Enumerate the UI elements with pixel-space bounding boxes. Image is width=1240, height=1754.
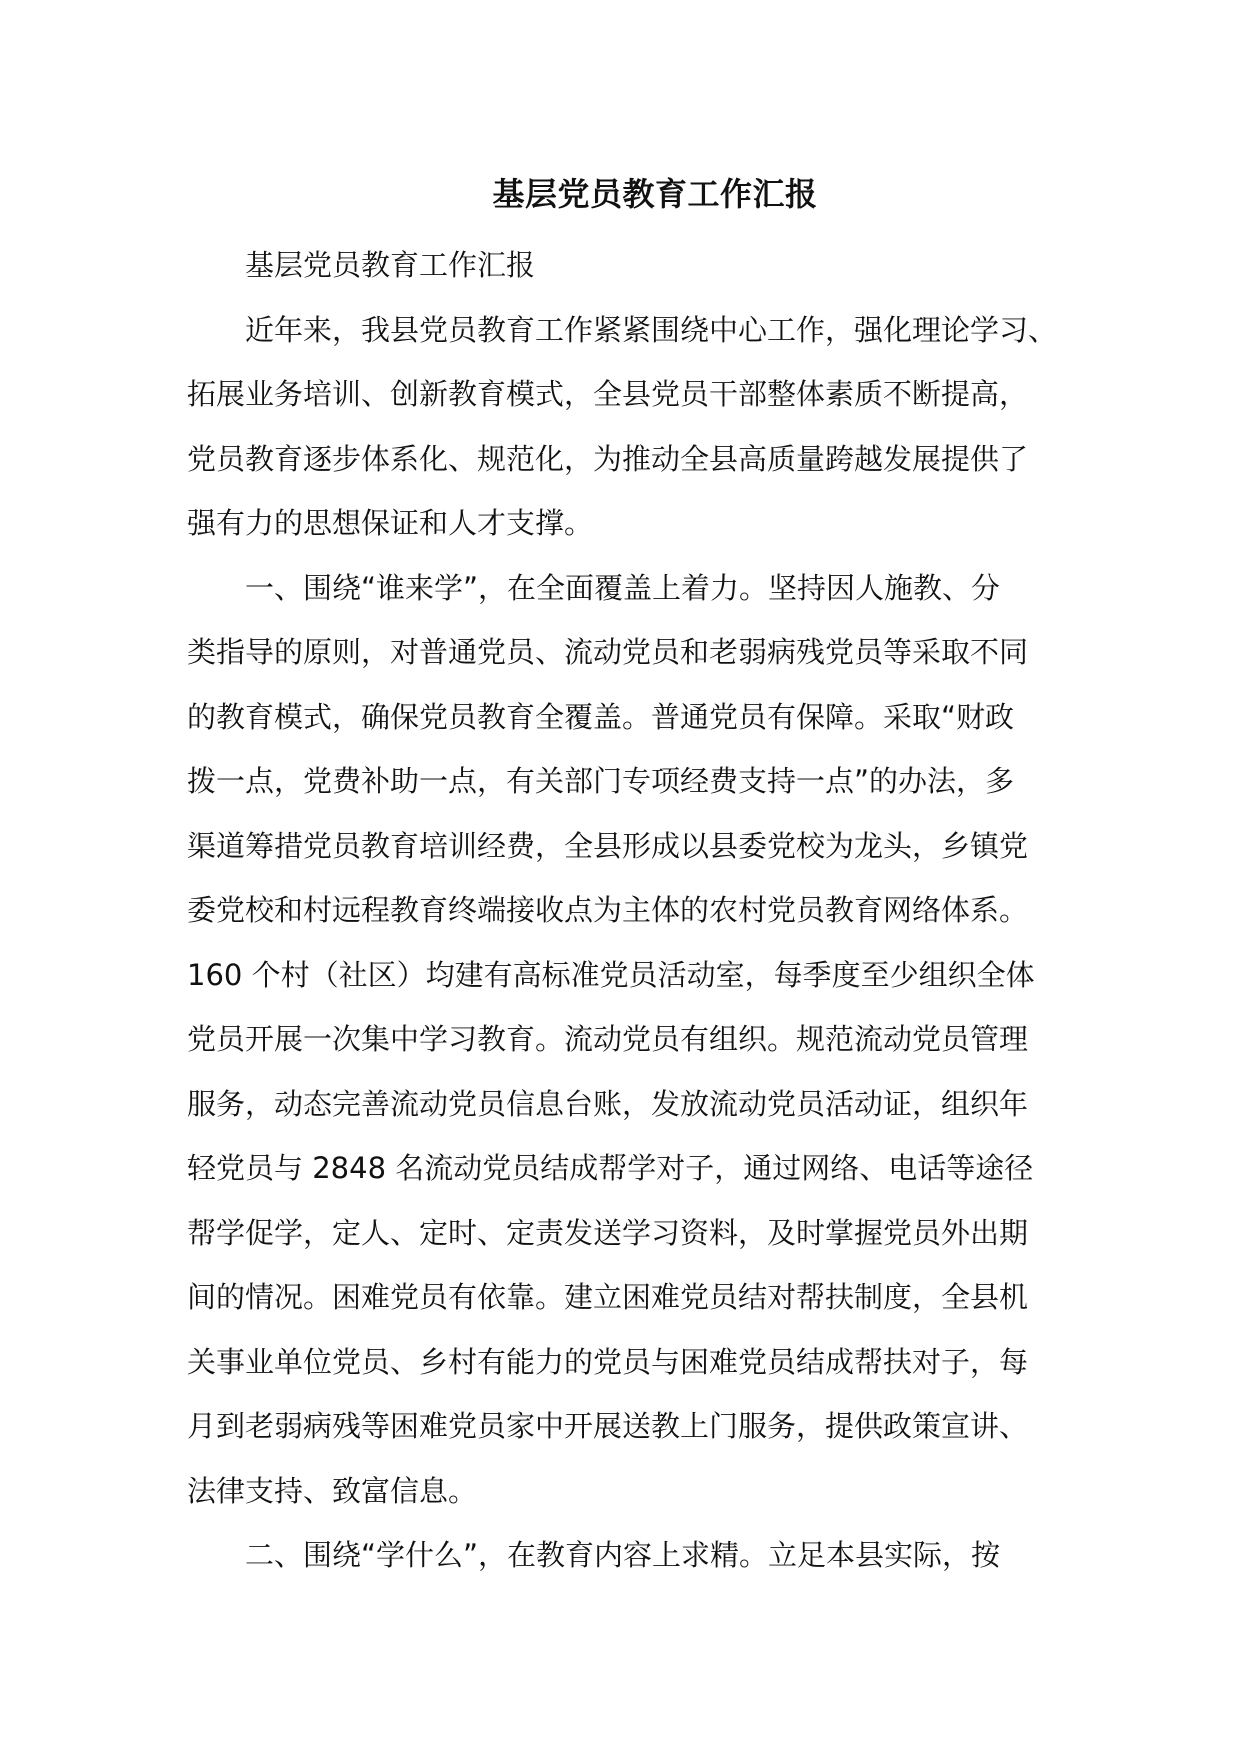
text-line: 委党校和村远程教育终端接收点为主体的农村党员教育网络体系。 bbox=[187, 893, 1029, 927]
text-line: 一、围绕“谁来学”，在全面覆盖上着力。坚持因人施教、分 bbox=[245, 570, 1001, 605]
text-line: 法律支持、致富信息。 bbox=[187, 1473, 478, 1508]
text-line: 月到老弱病残等困难党员家中开展送教上门服务，提供政策宣讲、 bbox=[187, 1409, 1029, 1443]
text-line: 二、围绕“学什么”，在教育内容上求精。立足本县实际，按 bbox=[245, 1538, 1001, 1572]
text-line: 强有力的思想保证和人才支撑。 bbox=[187, 506, 594, 540]
text-line: 党员开展一次集中学习教育。流动党员有组织。规范流动党员管理 bbox=[187, 1022, 1029, 1056]
text-line: 服务，动态完善流动党员信息台账，发放流动党员活动证，组织年 bbox=[187, 1086, 1029, 1121]
document-title: 基层党员教育工作汇报 bbox=[492, 175, 818, 213]
text-line: 间的情况。困难党员有依靠。建立困难党员结对帮扶制度，全县机 bbox=[187, 1280, 1029, 1314]
text-line: 关事业单位党员、乡村有能力的党员与困难党员结成帮扶对子，每 bbox=[187, 1344, 1029, 1379]
text-line: 160 个村（社区）均建有高标准党员活动室，每季度至少组织全体 bbox=[187, 957, 1035, 992]
text-line: 渠道筹措党员教育培训经费，全县形成以县委党校为龙头，乡镇党 bbox=[187, 828, 1029, 863]
text-line: 的教育模式，确保党员教育全覆盖。普通党员有保障。采取“财政 bbox=[187, 699, 1015, 734]
text-line: 拓展业务培训、创新教育模式，全县党员干部整体素质不断提高， bbox=[187, 377, 1029, 411]
document-body bbox=[187, 233, 1067, 1588]
text-line: 轻党员与 2848 名流动党员结成帮学对子，通过网络、电话等途径 bbox=[187, 1151, 1034, 1185]
text-line: 帮学促学，定人、定时、定责发送学习资料，及时掌握党员外出期 bbox=[187, 1215, 1029, 1250]
text-line: 类指导的原则，对普通党员、流动党员和老弱病残党员等采取不同 bbox=[187, 635, 1029, 669]
text-line: 拨一点，党费补助一点，有关部门专项经费支持一点”的办法，多 bbox=[187, 764, 1015, 798]
text-line: 近年来，我县党员教育工作紧紧围绕中心工作，强化理论学习、 bbox=[245, 312, 1058, 347]
text-line: 基层党员教育工作汇报 bbox=[245, 248, 536, 282]
text-line: 党员教育逐步体系化、规范化，为推动全县高质量跨越发展提供了 bbox=[187, 441, 1029, 476]
